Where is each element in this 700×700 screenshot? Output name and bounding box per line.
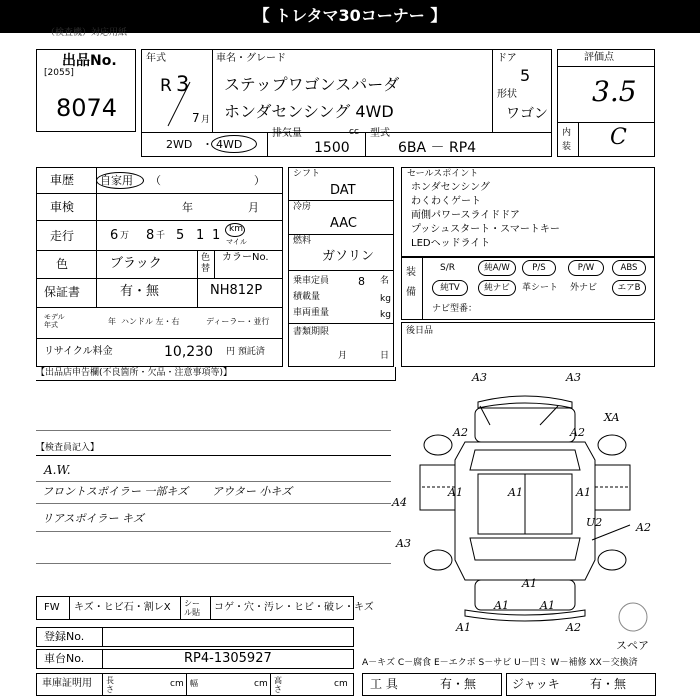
color-label: 色 bbox=[56, 257, 69, 271]
equip-ps: P/S bbox=[522, 260, 556, 276]
doors-label: ドア bbox=[497, 53, 517, 64]
lot-stamp: [2055] bbox=[44, 68, 74, 78]
lot-label: 出品No. bbox=[62, 53, 117, 69]
mark-a3-2: A3 bbox=[566, 371, 581, 384]
inspector-note-4: リアスポイラー キズ bbox=[42, 512, 144, 525]
displacement-value: 1500 bbox=[314, 140, 350, 156]
score-value: 3.5 bbox=[592, 75, 637, 108]
equip-extnavi: 外ナビ bbox=[570, 283, 598, 293]
recycle-label: リサイクル料金 bbox=[44, 346, 113, 357]
mark-a1-3: A1 bbox=[448, 486, 463, 499]
damage-legend: A－キズ C－腐食 E－エクボ S－サビ U－凹ミ W－補修 XX－交換済 bbox=[362, 658, 638, 668]
aircon-value: AAC bbox=[330, 216, 357, 231]
mark-a1-5: A1 bbox=[456, 621, 471, 634]
interior-value: C bbox=[610, 125, 627, 150]
color-code-label: カラーNo. bbox=[222, 252, 269, 263]
equip-sr: S/R bbox=[440, 263, 455, 273]
mark-a3-3: A3 bbox=[396, 537, 411, 550]
model-grade: ホンダセンシング 4WD bbox=[224, 102, 394, 121]
displacement-label: 排気量 bbox=[272, 128, 302, 139]
recycle-unit: 円 預託済 bbox=[226, 347, 265, 357]
mark-a1-2: A1 bbox=[576, 486, 591, 499]
mark-xa: XA bbox=[604, 411, 620, 424]
shift-value: DAT bbox=[330, 183, 356, 198]
inspector-note-2: フロントスポイラー 一部キズ bbox=[42, 485, 189, 498]
model-year-label: モデル年式 bbox=[44, 313, 65, 329]
title-banner-text: 【 トレタマ30コーナー 】 bbox=[253, 6, 447, 25]
year-label: 年式 bbox=[146, 53, 166, 64]
inspector-label: 【検査員記入】 bbox=[36, 443, 100, 453]
tools-value: 有・無 bbox=[440, 677, 477, 691]
year-month-unit: 月 bbox=[201, 115, 211, 125]
mark-a3-1: A3 bbox=[472, 371, 487, 384]
equip-abs: ABS bbox=[612, 260, 646, 276]
spare-label: スペア bbox=[616, 639, 649, 652]
warranty-value: 有・無 bbox=[120, 284, 160, 299]
equip-aw: 純A/W bbox=[478, 260, 516, 276]
equip-leather: 革シート bbox=[522, 283, 559, 293]
recycle-value: 10,230 bbox=[164, 344, 213, 360]
year-value: 3 bbox=[176, 72, 190, 96]
history-label: 車歴 bbox=[50, 173, 75, 187]
mileage-label: 走行 bbox=[50, 229, 75, 243]
color-code: NH812P bbox=[210, 283, 263, 298]
mark-a2-4: A2 bbox=[566, 621, 581, 634]
seller-report-label: 【出品店申告欄(不良箇所・欠品・注意事項等)】 bbox=[36, 368, 233, 378]
mark-a1-4: A1 bbox=[522, 577, 537, 590]
history-value: 自家用 bbox=[100, 174, 133, 187]
warranty-label: 保証書 bbox=[44, 285, 81, 299]
score-label: 評価点 bbox=[584, 52, 614, 63]
model-name: ステップワゴンスパーダ bbox=[224, 75, 400, 94]
equip-navi: 純ナビ bbox=[478, 280, 516, 296]
drive-2wd: 2WD bbox=[166, 138, 193, 151]
lot-number: 8074 bbox=[56, 94, 118, 122]
equip-tv: 純TV bbox=[432, 280, 468, 296]
mark-u2: U2 bbox=[586, 516, 603, 529]
shaken-label: 車検 bbox=[50, 200, 75, 214]
sales-point-4: プッシュスタート・スマートキー bbox=[411, 224, 560, 235]
type-label: 型式 bbox=[370, 128, 390, 139]
mark-a1-1: A1 bbox=[508, 486, 523, 499]
doors-value: 5 bbox=[520, 66, 531, 85]
sales-point-1: ホンダセンシング bbox=[411, 182, 490, 193]
year-month: 7 bbox=[192, 111, 200, 125]
sales-point-3: 両側パワースライドドア bbox=[411, 210, 520, 221]
sales-point-2: わくわくゲート bbox=[411, 196, 481, 207]
mark-a2-2: A2 bbox=[570, 426, 585, 439]
equip-pw: P/W bbox=[568, 260, 604, 276]
interior-label: 内装 bbox=[562, 128, 572, 152]
chassis-number: RP4-1305927 bbox=[184, 651, 272, 666]
corner-note: （検査機）対応用紙 bbox=[46, 28, 128, 38]
displacement-unit: cc bbox=[349, 127, 359, 137]
mark-a1-6: A1 bbox=[494, 599, 509, 612]
aftermarket-box bbox=[401, 322, 655, 367]
color-value: ブラック bbox=[110, 256, 162, 271]
year-era: R bbox=[160, 76, 172, 96]
sales-points-label: セールスポイント bbox=[407, 169, 479, 179]
mark-a4: A4 bbox=[392, 496, 407, 509]
mark-a2-1: A2 bbox=[453, 426, 468, 439]
fuel-value: ガソリン bbox=[322, 249, 375, 264]
mark-a2-3: A2 bbox=[636, 521, 651, 534]
shape-value: ワゴン bbox=[506, 106, 548, 122]
color-change-label: 色替 bbox=[201, 253, 211, 274]
drive-4wd: 4WD bbox=[216, 138, 243, 151]
car-damage-diagram bbox=[380, 370, 670, 660]
sales-point-5: LEDヘッドライト bbox=[411, 238, 491, 249]
equip-airbag: エアB bbox=[612, 280, 646, 296]
inspector-note-1: A.W. bbox=[44, 463, 71, 477]
inspector-note-3: アウター 小キズ bbox=[212, 485, 293, 498]
model-label: 車名・グレード bbox=[216, 53, 286, 64]
shape-label: 形状 bbox=[497, 89, 517, 100]
jack-value: 有・無 bbox=[590, 677, 627, 691]
type-value: 6BA － RP4 bbox=[398, 140, 477, 156]
mark-a1-7: A1 bbox=[540, 599, 555, 612]
